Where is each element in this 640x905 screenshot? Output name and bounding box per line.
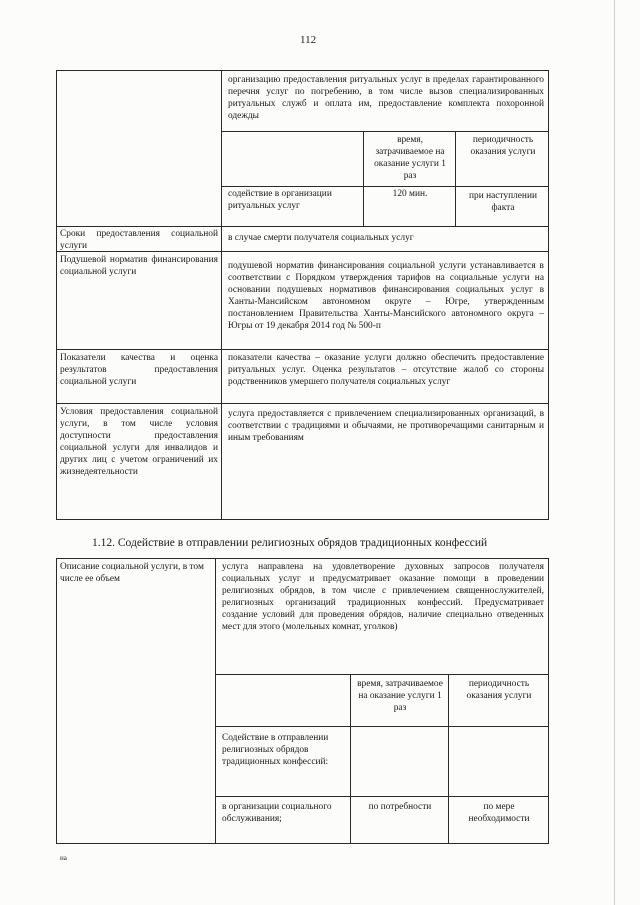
description-text: услуга направлена на удовлетворение духовных запросов получателя социальных услуг и предусматривает оказание помощи в проведении религиозных обрядов, в том числе с привлечением священнослужителей, религиозных организаций традиционных конфессий. Предусматривает создание условий для проведения обрядов, наличие специально отведенных мест для этого (молельных комнат, уголков) bbox=[222, 562, 544, 632]
description-label: Описание социальной услуги, в том числе ее объем bbox=[60, 562, 204, 584]
col-time-header-2: время, затрачиваемое на оказание услуги 1 раз bbox=[357, 679, 443, 713]
footer-mark: на bbox=[60, 854, 67, 862]
row-time-cell: по потребности bbox=[368, 802, 432, 812]
section-heading: 1.12. Содействие в отправлении религиозных обрядов традиционных конфессий bbox=[92, 537, 488, 549]
sub-heading-cell: Содействие в отправлении религиозных обрядов традиционных конфессий: bbox=[222, 733, 329, 767]
row-value-quality: показатели качества – оказание услуги должно обеспечить предоставление ритуальных услуг. Оценка результатов – отсутствие жалоб со стороны родственников умершего получателя социальных услуг bbox=[228, 353, 544, 387]
row-label-quality: Показатели качества и оценка результатов предоставления социальной услуги bbox=[60, 353, 218, 387]
row-label-terms: Сроки предоставления социальной услуги bbox=[60, 229, 218, 251]
page-number: 112 bbox=[300, 34, 317, 46]
scan-edge-line bbox=[614, 0, 615, 905]
row-label-conditions: Условия предоставления социальной услуги, в том числе условия доступности предоставления социальной услуги для инвалидов и других лиц с учетом ограничений их жизнедеятельности bbox=[60, 407, 218, 477]
col-period-header-2: периодичность оказания услуги bbox=[466, 679, 532, 701]
row-value-financing: подушевой норматив финансирования социальной услуги устанавливается в соответствии с Порядком утверждения тарифов на социальные услуги на основании подушевых нормативов финансирования социальных услуг в Ханты-Мансийском автономном округе – Югре, утвержденным постановлением Правительства Ханты-Мансийского автономного округа – Югры от 19 декабря 2014 год № 500-п bbox=[228, 261, 544, 331]
service-period-cell: при наступлении факта bbox=[469, 191, 537, 213]
col-period-header: периодичность оказания услуги bbox=[470, 135, 536, 157]
service-scope-text: организацию предоставления ритуальных услуг в пределах гарантированного перечня услуг по погребению, в том числе вызов специализированных ритуальных служб и оплата им, предоставление комплекта похоронной одежды bbox=[228, 75, 544, 121]
service-time-cell: 120 мин. bbox=[392, 189, 428, 199]
row-period-cell: по мере необходимости bbox=[468, 802, 530, 824]
table-1-divider bbox=[221, 70, 222, 520]
row-label-financing: Подушевой норматив финансирования социальной услуги bbox=[60, 255, 218, 277]
row-name-cell: в организации социального обслуживания; bbox=[222, 802, 332, 824]
row-value-conditions: услуга предоставляется с привлечением специализированных организаций, в соответствии с традициями и обычаями, не противоречащими санитарным и иным требованиям bbox=[228, 409, 544, 443]
col-time-header: время, затрачиваемое на оказание услуги 1 раз bbox=[374, 135, 446, 181]
service-name-cell: содействие в организации ритуальных услуг bbox=[228, 189, 332, 211]
table-2-divider bbox=[215, 558, 216, 844]
row-value-terms: в случае смерти получателя социальных услуг bbox=[228, 233, 414, 243]
